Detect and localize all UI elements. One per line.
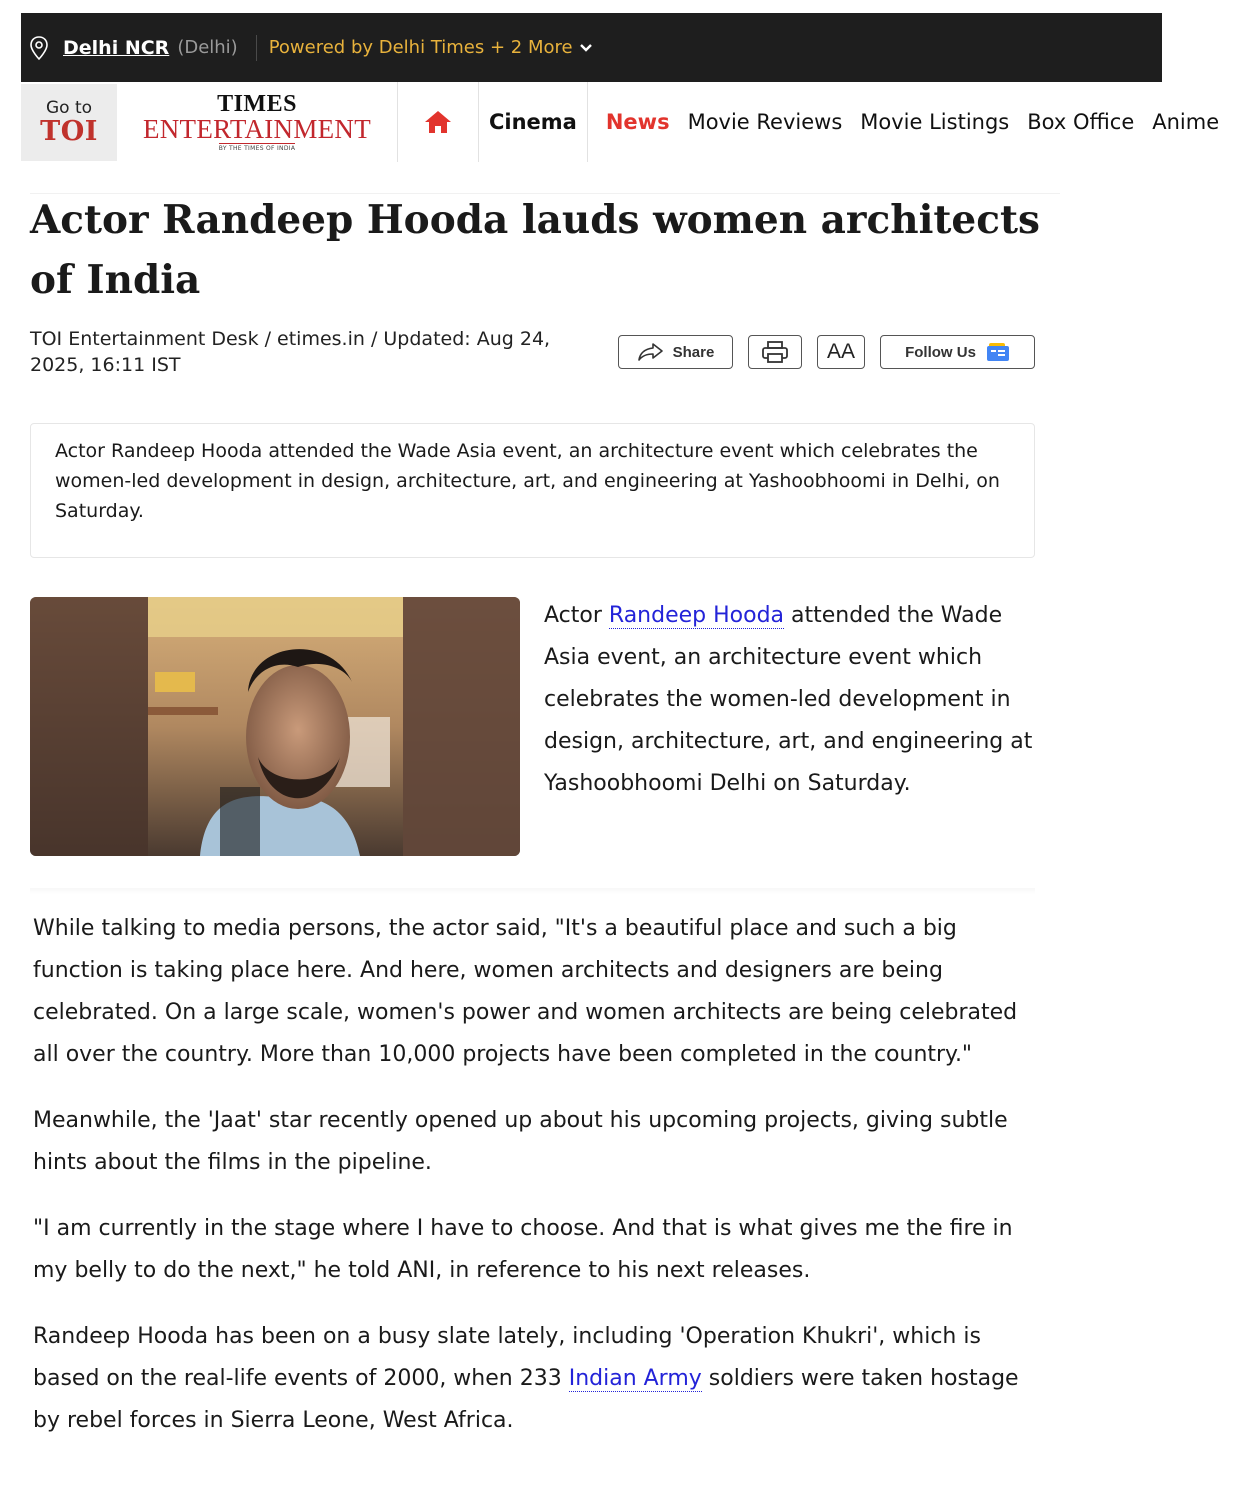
paragraph-text-post: soldiers were taken hostage by rebel forces in Sierra Leone, West Africa. — [33, 1366, 1019, 1433]
toi-brand: TOI — [40, 115, 98, 147]
indian-army-link[interactable]: Indian Army — [568, 1366, 702, 1391]
logo-times: TIMES — [217, 90, 297, 117]
font-size-label: AA — [826, 340, 855, 363]
home-icon — [423, 109, 453, 135]
nav-item-box-office[interactable]: Box Office — [1027, 110, 1135, 134]
main-nav — [21, 82, 1241, 162]
caption-text-post: attended the Wade Asia event, an architecture event which celebrates the women-led development in design, architecture, art, and engineering at Yashoobhoomi Delhi on Saturday. — [544, 603, 1033, 796]
nav-item-news[interactable]: News — [605, 110, 670, 134]
follow-us-button[interactable] — [880, 335, 1035, 369]
photo-caption — [544, 595, 1034, 805]
photo-image — [30, 597, 520, 856]
article-title: Actor Randeep Hooda lauds women architects of India — [30, 197, 1040, 303]
section-divider — [30, 888, 1035, 894]
logo-tagline: BY THE TIMES OF INDIA — [218, 144, 296, 152]
divider — [256, 35, 257, 61]
nav-item-movie-reviews[interactable]: Movie Reviews — [687, 110, 843, 134]
paragraph-text-pre: Randeep Hooda has been on a busy slate lately, including 'Operation Khukri', which is based on the real-life events of 2000, when 233 — [33, 1324, 981, 1391]
caption-text-pre: Actor — [544, 603, 609, 628]
share-label: Share — [672, 343, 715, 361]
article-byline: TOI Entertainment Desk / etimes.in / Updated: Aug 24, 2025, 16:11 IST — [30, 328, 551, 376]
nav-item-anime[interactable]: Anime — [1152, 110, 1220, 134]
nav-item-movie-listings[interactable]: Movie Listings — [860, 110, 1010, 134]
powered-by-label: Powered by Delhi Times + 2 More — [268, 37, 573, 58]
print-icon — [761, 340, 789, 364]
go-to-toi-button[interactable] — [21, 84, 117, 161]
location-pin-icon[interactable] — [28, 35, 50, 61]
home-button[interactable] — [398, 109, 478, 135]
logo-entertainment: ENTERTAINMENT — [142, 113, 372, 144]
state-label: (Delhi) — [177, 37, 238, 58]
paragraph: Meanwhile, the 'Jaat' star recently opened up about his upcoming projects, giving subtle hints about the films in the pipeline. — [33, 1108, 1008, 1175]
share-icon — [637, 342, 665, 362]
powered-by-dropdown[interactable] — [269, 37, 593, 58]
google-news-icon — [986, 342, 1010, 362]
paragraph — [33, 1316, 1035, 1442]
chevron-down-icon — [579, 43, 593, 53]
randeep-hooda-link[interactable]: Randeep Hooda — [608, 603, 785, 628]
article-summary: Actor Randeep Hooda attended the Wade Asia event, an architecture event which celebrates the women-led development in design, architecture, art, and engineering at Yashoobhoomi in Delhi, on Saturday. — [30, 423, 1035, 558]
paragraph: While talking to media persons, the actor said, "It's a beautiful place and such a big function is taking place here. And here, women architects and designers are being celebrated. On a large scale, women's power and women architects are being celebrated all over the country. More than 10,000 projects have been completed in the country." — [33, 916, 1018, 1067]
go-to-label: Go to — [45, 97, 93, 118]
city-bar — [21, 13, 1162, 82]
times-entertainment-logo[interactable] — [135, 90, 379, 152]
nav-cinema[interactable]: Cinema — [489, 110, 577, 134]
nav-divider — [587, 82, 588, 162]
share-button[interactable] — [618, 335, 733, 369]
print-button[interactable] — [748, 335, 802, 369]
font-size-button[interactable] — [817, 335, 865, 369]
paragraph: "I am currently in the stage where I have to choose. And that is what gives me the fire in my belly to do the next," he told ANI, in reference to his next releases. — [33, 1216, 1013, 1283]
article-body — [33, 908, 1035, 1466]
article-photo[interactable] — [30, 597, 520, 856]
nav-items — [606, 110, 1237, 134]
city-link[interactable]: Delhi NCR — [63, 36, 170, 59]
follow-us-label: Follow Us — [905, 343, 976, 361]
